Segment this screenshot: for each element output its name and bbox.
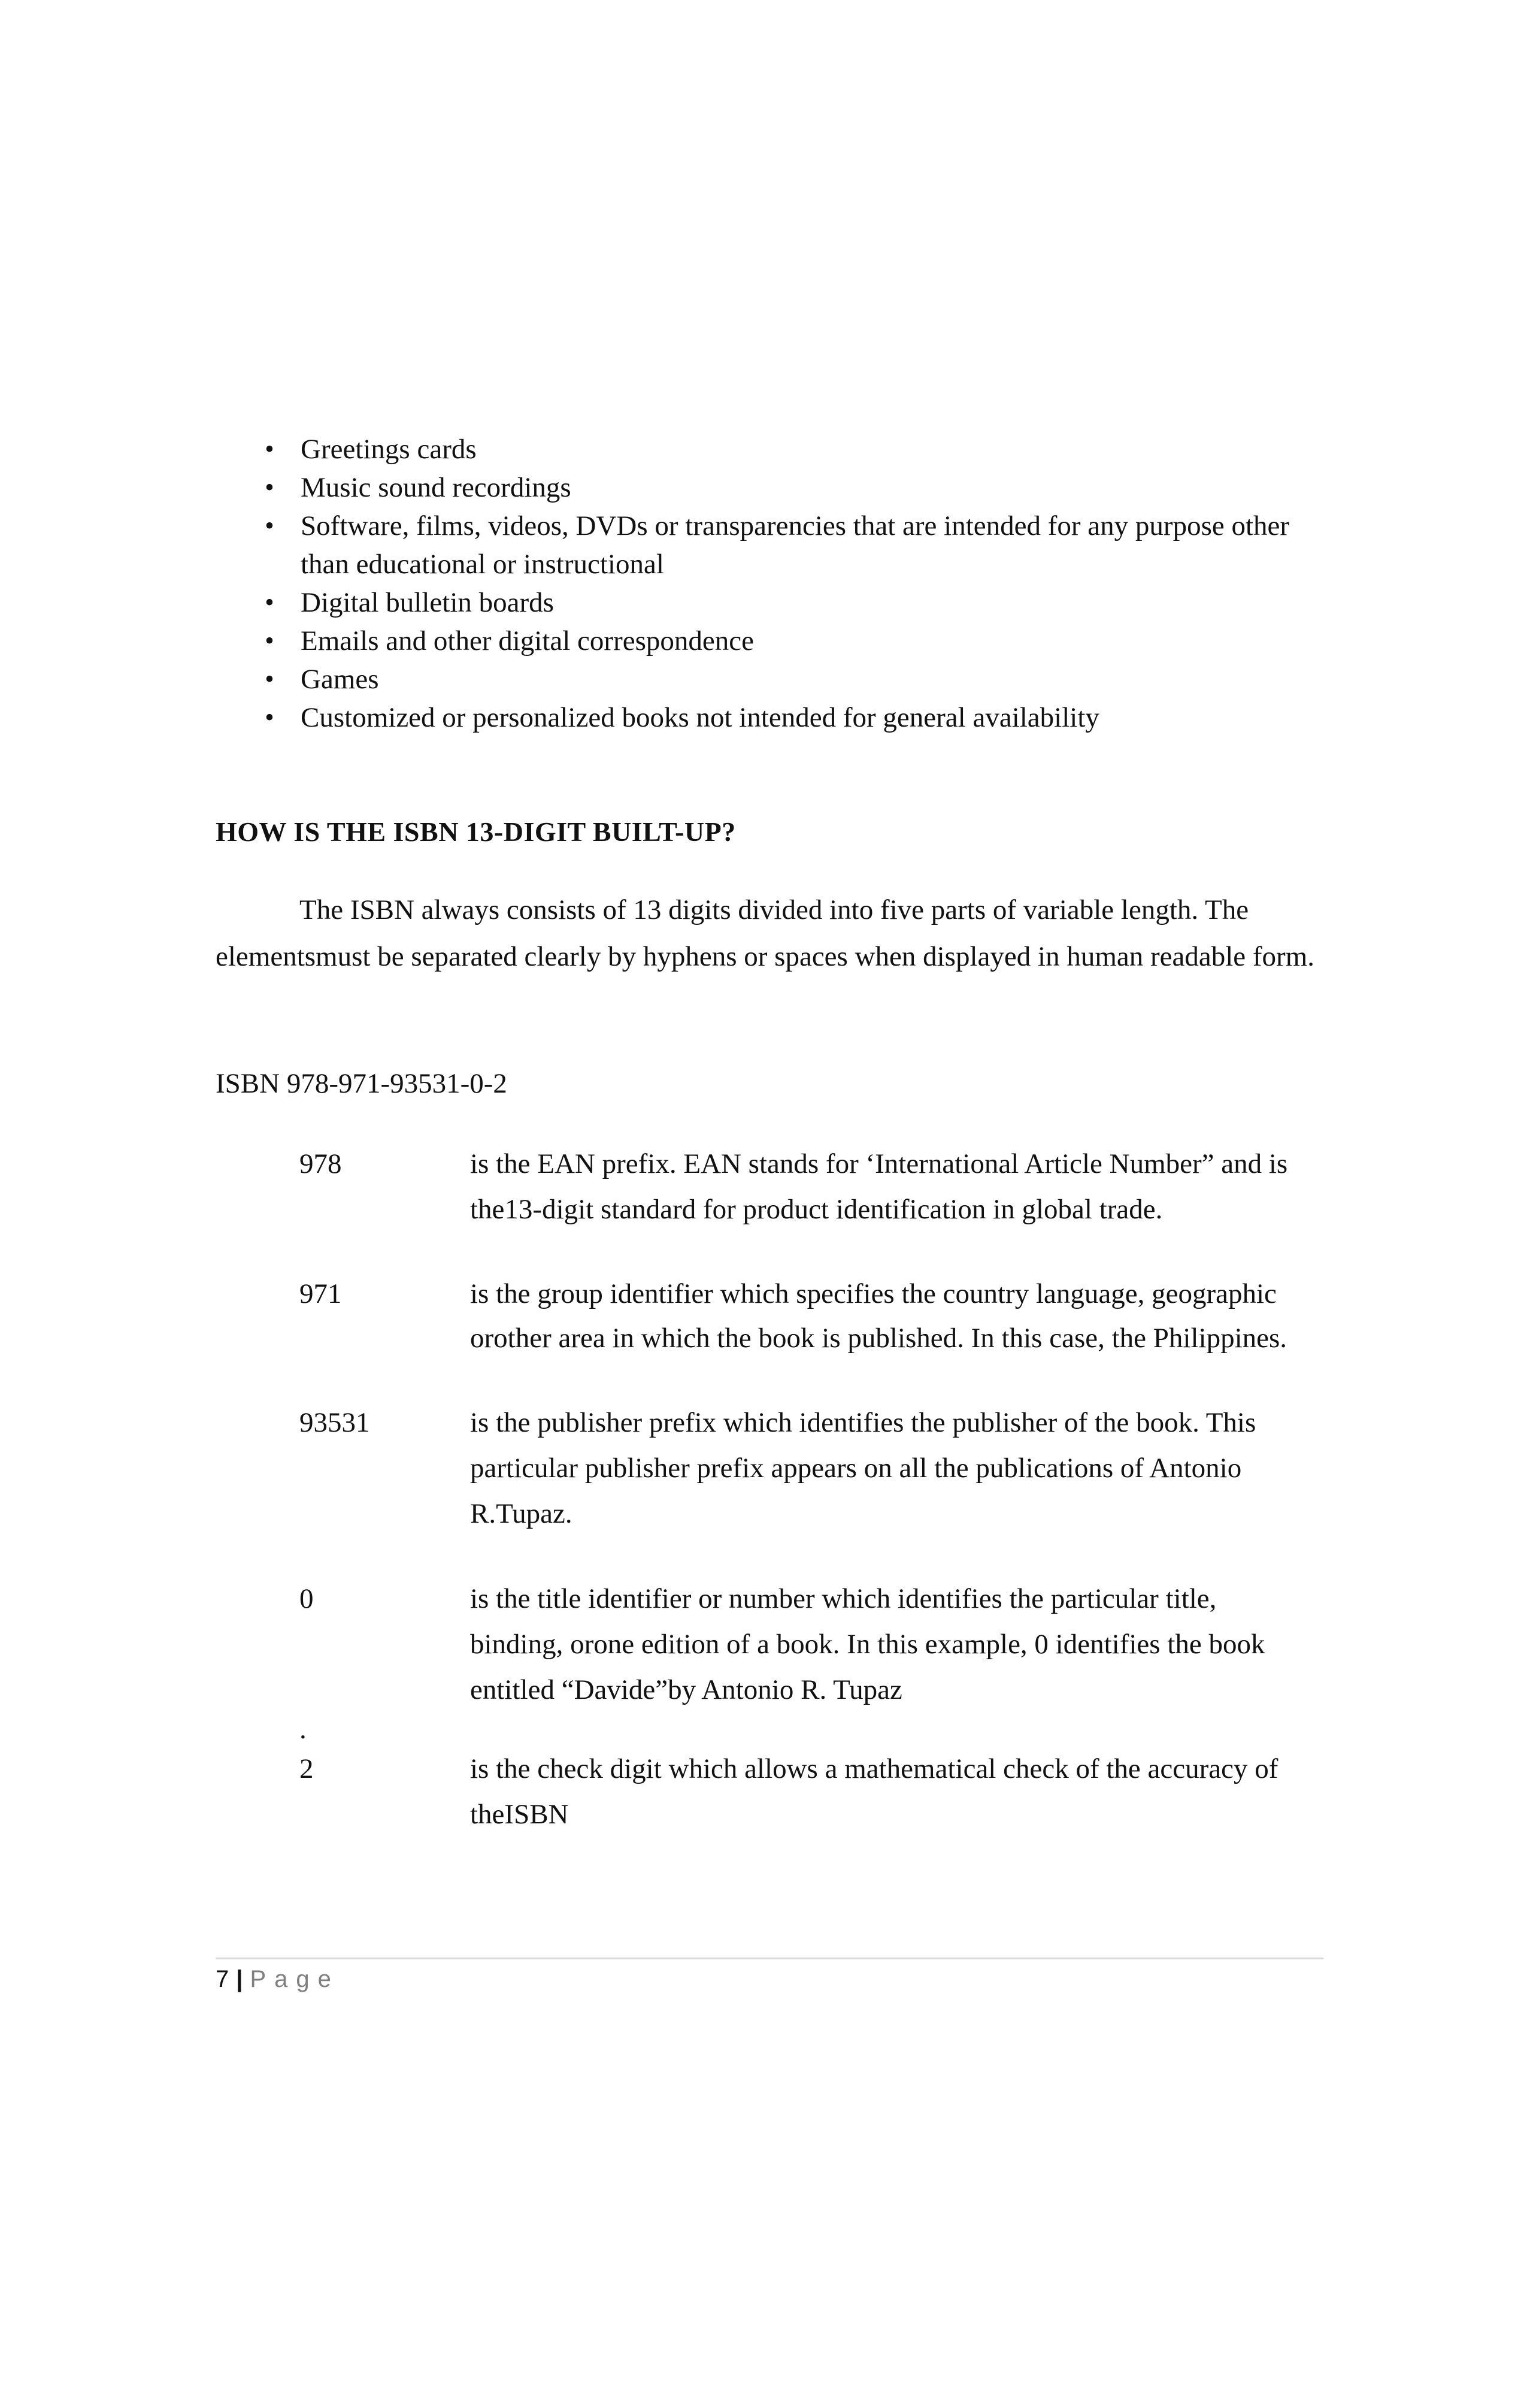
- bullet-icon: •: [265, 434, 274, 464]
- isbn-part-row: [299, 1400, 1329, 1536]
- list-item-text: Software, films, videos, DVDs or transparencies that are intended for any purpose other than educational or instructional: [301, 510, 1290, 580]
- isbn-part-row: [299, 1272, 1329, 1360]
- list-item-text: Greetings cards: [301, 434, 477, 465]
- list-item: [257, 622, 1335, 660]
- isbn-part-row: [299, 1746, 1329, 1837]
- bullet-icon: •: [265, 588, 274, 617]
- isbn-part-description: is the group identifier which specifies the country language, geographic orother area in which the book is published. In this case, the Philippines.: [470, 1278, 1287, 1354]
- isbn-part-code: 978: [299, 1148, 342, 1179]
- page-footer: [216, 1966, 340, 1993]
- footer-divider: [216, 1958, 1323, 1959]
- list-item-text: Games: [301, 664, 379, 695]
- list-item: [257, 660, 1335, 698]
- isbn-part-code: 0: [299, 1583, 314, 1614]
- stray-period: .: [299, 1714, 307, 1745]
- isbn-part-description: is the title identifier or number which identifies the particular title, binding, orone edition of a book. In this example, 0 identifies the book entitled “Davide”by Antonio R. Tupaz: [470, 1583, 1265, 1705]
- isbn-parts-list: [299, 1141, 1329, 1837]
- list-item: [257, 468, 1335, 507]
- page-number: 7: [216, 1966, 229, 1992]
- isbn-part-description: is the check digit which allows a mathematical check of the accuracy of theISBN: [470, 1753, 1278, 1830]
- list-item: [257, 507, 1335, 583]
- list-item-text: Customized or personalized books not intended for general availability: [301, 702, 1099, 733]
- isbn-part-code: 2: [299, 1753, 314, 1784]
- list-item-text: Emails and other digital correspondence: [301, 625, 754, 657]
- isbn-part-code: 971: [299, 1278, 342, 1309]
- list-item-text: Digital bulletin boards: [301, 587, 554, 618]
- isbn-part-row: [299, 1576, 1329, 1713]
- footer-separator: |: [236, 1966, 243, 1992]
- intro-paragraph: The ISBN always consists of 13 digits divided into five parts of variable length. The elementsmust be separated clearly by hyphens or spaces when displayed in human readable form.: [216, 894, 1314, 972]
- bullet-icon: •: [265, 626, 274, 655]
- excluded-items-list: [257, 430, 1335, 737]
- list-item: [257, 698, 1335, 737]
- bullet-icon: •: [265, 703, 274, 732]
- list-item: [257, 430, 1335, 468]
- bullet-icon: •: [265, 511, 274, 540]
- isbn-example: ISBN 978-971-93531-0-2: [216, 1068, 507, 1099]
- isbn-part-description: is the EAN prefix. EAN stands for ‘International Article Number” and is the13-digit standard for product identification in global trade.: [470, 1148, 1288, 1225]
- bullet-icon: •: [265, 664, 274, 694]
- isbn-part-row: [299, 1141, 1329, 1232]
- isbn-part-code: 93531: [299, 1407, 370, 1438]
- page-label: Page: [250, 1966, 340, 1992]
- section-heading: HOW IS THE ISBN 13-DIGIT BUILT-UP?: [216, 816, 736, 847]
- isbn-part-description: is the publisher prefix which identifies the publisher of the book. This particular publisher prefix appears on all the publications of Antonio R.Tupaz.: [470, 1407, 1256, 1529]
- list-item-text: Music sound recordings: [301, 472, 571, 503]
- bullet-icon: •: [265, 473, 274, 502]
- list-item: [257, 583, 1335, 622]
